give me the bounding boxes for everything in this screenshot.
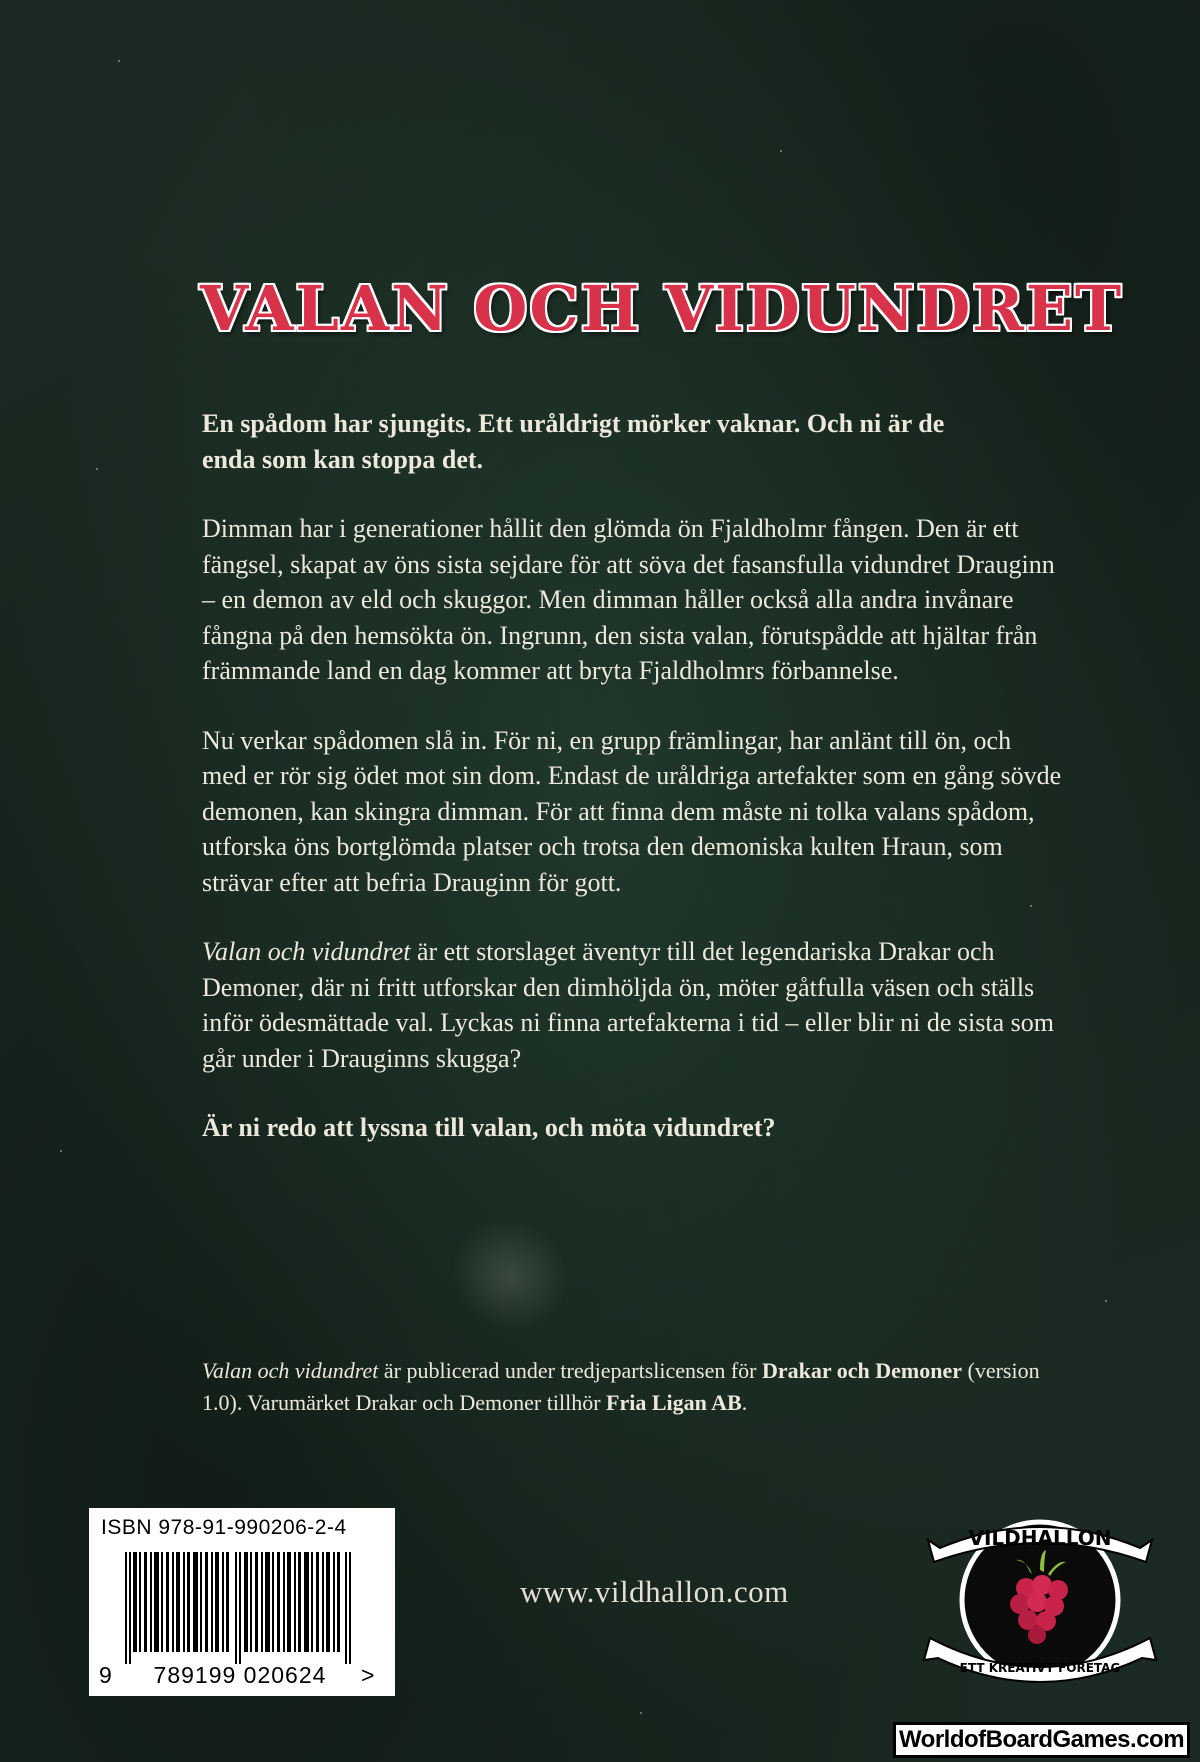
texture-speck xyxy=(118,60,120,62)
logo-bottom-text: ETT KREATIVT FÖRETAG xyxy=(959,1661,1121,1675)
intro-line-2: enda som kan stoppa det. xyxy=(202,444,484,474)
paragraph-1: Dimman har i generationer hållit den glömda ön Fjaldholmr fången. Den är ett fängsel, skapat av öns sista sejdare för att söva det fasansfulla vidundret Drauginn – en demon av eld och skuggor. Men dimman håller också alla andra invånare fångna på den hemsökta ön. Ingrunn, den sista valan, förutspådde att hjältar från främmande land en dag kommer att bryta Fjaldholmrs förbannelse. xyxy=(202,514,1055,685)
paragraph-2: Nu verkar spådomen slå in. För ni, en grupp främlingar, har anlänt till ön, och med er rör sig ödet mot sin dom. Endast de uråldriga artefakter som en gång sövde demonen, kan skingra dimman. För att finna dem måste ni tolka valans spådom, utforska öns bortglömda platser och trotsa den demoniska kulten Hraun, som strävar efter att befria Drauginn för gott. xyxy=(202,725,1062,897)
license-text-2: (version 1.0). Varumärket Drakar och Demoner tillhör xyxy=(202,1358,1040,1415)
texture-speck xyxy=(780,150,782,152)
barcode-icon xyxy=(125,1552,355,1664)
texture-speck xyxy=(1105,1300,1107,1302)
back-cover-text xyxy=(202,406,1062,1180)
logo-top-text: VILDHALLON xyxy=(968,1526,1112,1550)
isbn-lead-digit: 9 xyxy=(99,1662,112,1688)
license-owner: Fria Ligan AB xyxy=(606,1390,742,1415)
texture-speck xyxy=(60,1150,62,1152)
isbn-label: ISBN 978-91-990206-2-4 xyxy=(101,1516,347,1539)
closing-question: Är ni redo att lyssna till valan, och möta vidundret? xyxy=(202,1113,776,1142)
isbn-barcode-digits: 789199 020624 xyxy=(153,1662,327,1688)
license-title: Valan och vidundret xyxy=(202,1358,379,1383)
isbn-end-mark: > xyxy=(361,1662,375,1688)
paragraph-3-body: är ett storslaget äventyr till det legendariska Drakar och Demoner, där ni fritt utforskar den dimhöljda ön, möter gåtfulla väsen och ställs inför ödesmättade val. Lyckas ni finna artefakterna i tid – eller blir ni de sista som går under i Drauginns skugga? xyxy=(202,937,1054,1073)
intro-paragraph xyxy=(202,406,1062,477)
license-notice xyxy=(202,1355,1062,1419)
texture-speck xyxy=(96,468,98,470)
website-link[interactable]: www.vildhallon.com xyxy=(520,1574,789,1609)
license-text-1: är publicerad under tredjepartslicensen för xyxy=(378,1358,762,1383)
texture-speck xyxy=(640,1712,642,1714)
texture-smudge xyxy=(431,1197,590,1352)
paragraph-3-title: Valan och vidundret xyxy=(202,937,411,966)
license-text-3: . xyxy=(741,1390,748,1415)
intro-line-1: En spådom har sjungits. Ett uråldrigt mörker vaknar. Och ni är de xyxy=(202,409,945,438)
book-title: VALAN OCH VIDUNDRET xyxy=(200,272,1124,345)
license-brand: Drakar och Demoner xyxy=(762,1358,962,1383)
paragraph-3 xyxy=(202,934,1062,1076)
isbn-barcode-box xyxy=(89,1508,395,1696)
vildhallon-logo xyxy=(920,1500,1160,1700)
watermark: WorldofBoardGames.com xyxy=(893,1722,1190,1758)
